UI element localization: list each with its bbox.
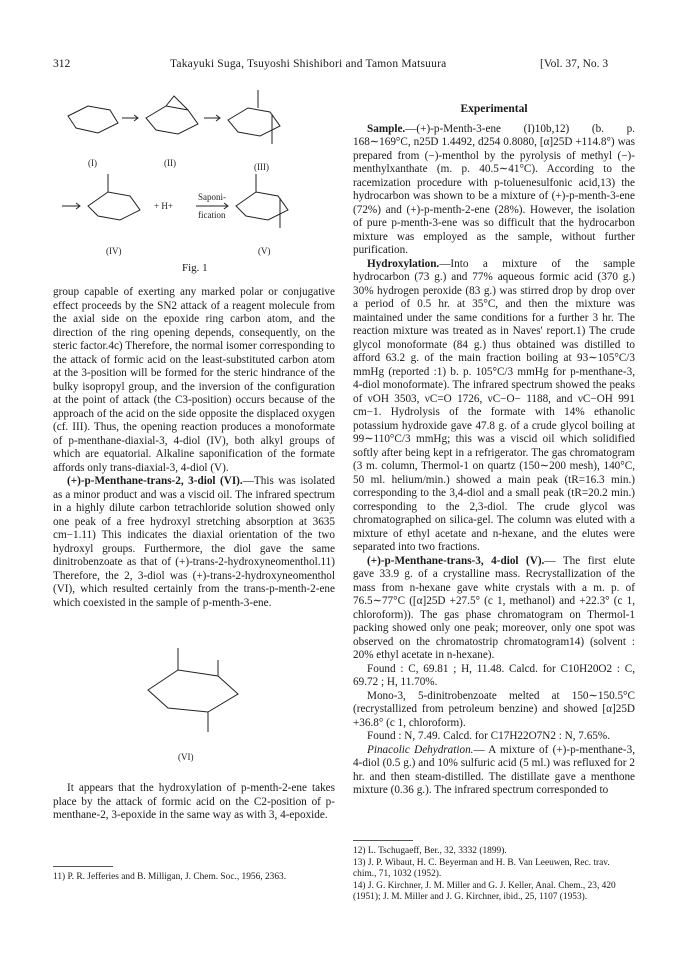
label-vi: (VI) <box>178 752 194 762</box>
experimental-heading: Experimental <box>460 103 528 115</box>
footnote-14: 14) J. G. Kirchner, J. M. Miller and G. J. Keller, Anal. Chem., 23, 420 (1951); J. M. Miller and J. G. Kirchner, ibid., 25, 1107 (1953). <box>353 880 616 902</box>
label-iii: (III) <box>254 162 269 172</box>
sample-paragraph <box>353 123 635 258</box>
arrow-3 <box>62 203 80 209</box>
pinacolic-paragraph <box>353 744 635 798</box>
sample-text: —(+)-p-Menth-3-ene (I)10b,12) (b. p. 168∼169°C, n25D 1.4492, d254 0.8080, [α]25D +114.8°) was prepared from (−)-menthol by the pyrolysis of methyl (−)-menthylxanthate (m. p. 40.5∼41°C). According to the racemization procedure with p-toluenesulfonic acid,13) the hydrocarbon was shown to be a mixture of (+)-p-menth-3-ene (72%) and (+)-p-menth-2-ene (28%). However, the isolation of pure p-menth-3-ene was so difficult that the hydrocarbon mixture was employed as the sample, without further purification. <box>353 122 635 256</box>
structure-ii <box>146 96 198 134</box>
hydroxylation-paragraph <box>353 258 635 555</box>
sample-heading: Sample. <box>367 122 406 135</box>
pinacolic-heading: Pinacolic Dehydration. <box>367 743 474 756</box>
left-column-tail <box>53 782 335 823</box>
diol-34-heading: (+)-p-Menthane-trans-3, 4-diol (V). <box>367 554 545 567</box>
arrow-2 <box>204 115 220 121</box>
footnote-11: 11) P. R. Jefferies and B. Milligan, J. Chem. Soc., 1956, 2363. <box>53 872 287 882</box>
volume-label: [Vol. 37, No. 3 <box>540 58 609 70</box>
reagent-top: Saponi- <box>198 192 226 202</box>
diol-34-text: — The first elute gave 33.9 g. of a crystalline mass. Recrystallization of the mass from n-hexane gave white crystals with a m. p. of 76.5∼77°C ([α]25D +27.5° (c 1, methanol) and +22.3° (c 1, chloroform)). The gas phase chromatogram on Thermol-1 packing showed only one peak; moreover, only one spot was observed on the chromatostrip chromatogram14) (solvent : 20% ethyl acetate in n-hexane). <box>353 554 635 661</box>
plus-h: + H+ <box>154 201 173 211</box>
label-ii: (II) <box>164 158 176 168</box>
footnotes-left <box>53 872 335 884</box>
label-v: (V) <box>258 246 271 256</box>
footnote-rule-right <box>353 840 413 841</box>
diol-23-text: —This was isolated as a minor product and was a viscid oil. The infrared spectrum in a highly dilute carbon tetrachloride solution showed only one peak of a free hydroxyl stretching absorption at 3635 cm−1.11) This indicates the diaxial orientation of the two hydroxyl groups. Furthermore, the diol gave the same dinitrobenzoate as that of (+)-trans-2-hydroxyneomenthol.11) Therefore, the 2, 3-diol was (+)-trans-2-hydroxyneomenthol (VI), which resulted certainly from the trans-p-menth-2-ene which coexisted in the sample of p-menth-3-ene. <box>53 475 335 609</box>
footnote-rule-left <box>53 866 113 867</box>
pinacolic-text: — A mixture of (+)-p-menthane-3, 4-diol (0.5 g.) and 10% sulfuric acid (5 ml.) was refluxed for 2 hr. and then steam-distilled. The distillate gave a menthone mixture (0.36 g.). The infrared spectrum corresponded to <box>353 743 636 796</box>
left-column <box>53 286 335 610</box>
footnote-13: 13) J. P. Wibaut, H. C. Beyerman and H. B. Van Leeuwen, Rec. trav. chim., 71, 1032 (1952). <box>353 857 610 879</box>
label-i: (I) <box>88 158 97 168</box>
structure-i <box>68 106 118 133</box>
mono-dinitrobenzoate: Mono-3, 5-dinitrobenzoate melted at 150∼150.5°C (recrystallized from petroleum benzine) and showed [α]25D +36.8° (c 1, chloroform). <box>353 689 635 729</box>
found-2: Found : N, 7.49. Calcd. for C17H22O7N2 : N, 7.65%. <box>367 730 611 742</box>
left-paragraph-2 <box>53 475 335 610</box>
structure-iii <box>228 90 280 144</box>
right-column <box>353 103 635 798</box>
figure-caption: Fig. 1 <box>182 262 208 274</box>
hydroxylation-text: —Into a mixture of the sample hydrocarbon (73 g.) and 77% aqueous formic acid (370 g.) 30% hydrogen peroxide (83 g.) was stirred drop by drop over a period of 0.5 hr. at 35°C, and then the mixture was maintained under the same conditions for a further 3 hr. The reaction mixture was treated as in Naves' report.1) The crude glycol monoformate (84 g.) thus obtained was distilled to afford 63.2 g. of the main fraction boiling at 93∼105°C/3 mmHg (reported :1) b. p. 105°C/3 mmHg for p-menthane-3, 4-diol monoformate). The infrared spectrum showed the peaks of νOH 3503, νC=O 1726, νC−O− 1188, and νC−OH 991 cm−1. Hydrolysis of the formate with 14% ethanolic potassium hydroxide gave 47.8 g. of a crude glycol boiling at 99∼110°C/3 mmHg; this was a viscid oil which solidified softly after being kept in a refrigerator. The gas chromatogram (3 m. column, Thermol-1 on quartz (150∼200 mesh), 140°C, 50 ml. helium/min.) showed a main peak (tR=16.3 min.) corresponding to the 3,4-diol and a small peak (tR=20.2 min.) corresponding to the 2,3-diol. The crude glycol was chromatographed on silica-gel. The column was eluted with a mixture of ethyl acetate and n-hexane, and the elutes were separated into two fractions. <box>353 257 635 553</box>
reaction-scheme-figure <box>58 78 338 273</box>
found-1: Found : C, 69.81 ; H, 11.48. Calcd. for C10H20O2 : C, 69.72 ; H, 11.70%. <box>353 662 635 688</box>
structure-v <box>236 174 288 228</box>
structure-iv <box>88 174 140 220</box>
page-number: 312 <box>53 58 71 70</box>
hydroxylation-heading: Hydroxylation. <box>367 257 440 270</box>
reagent-bottom: fication <box>198 210 226 220</box>
arrow-1 <box>122 115 138 121</box>
diol-23-heading: (+)-p-Menthane-trans-2, 3-diol (VI). <box>67 475 243 487</box>
structure-vi <box>118 620 278 770</box>
diol-34-paragraph <box>353 555 635 663</box>
left-paragraph-1: group capable of exerting any marked polar or conjugative effect proceeds by the SN2 attack of a reagent molecule from the axial side on the epoxide ring carbon atom, and the direction of the ring opening depends, consequently, on the steric factor.4c) Therefore, the normal isomer corresponding to the attack of formic acid on the least-substituted carbon atom at the 3-position will be formed for the steric hindrance of the bulky isopropyl group, and the inversion of the configuration at the point of attack (the C3-position) occurs because of the approach of the acid on the side opposite the displaced oxygen (cf. III). Thus, the opening reaction produces a monoformate of p-menthane-diaxial-3, 4-diol (IV), both alkyl groups of which are equatorial. Alkaline saponification of the formate affords only trans-diaxial-3, 4-diol (V). <box>53 286 335 474</box>
footnote-12: 12) L. Tschugaeff, Ber., 32, 3332 (1899). <box>353 846 507 856</box>
label-iv: (IV) <box>106 246 122 256</box>
running-authors: Takayuki Suga, Tsuyoshi Shishibori and Tamon Matsuura <box>170 58 447 70</box>
left-paragraph-3: It appears that the hydroxylation of p-menth-2-ene takes place by the attack of formic acid on the C2-position of p-menthane-2, 3-epoxide in the same way as with 3, 4-epoxide. <box>53 782 335 821</box>
footnotes-right <box>353 846 635 904</box>
arrow-saponification <box>196 203 228 209</box>
